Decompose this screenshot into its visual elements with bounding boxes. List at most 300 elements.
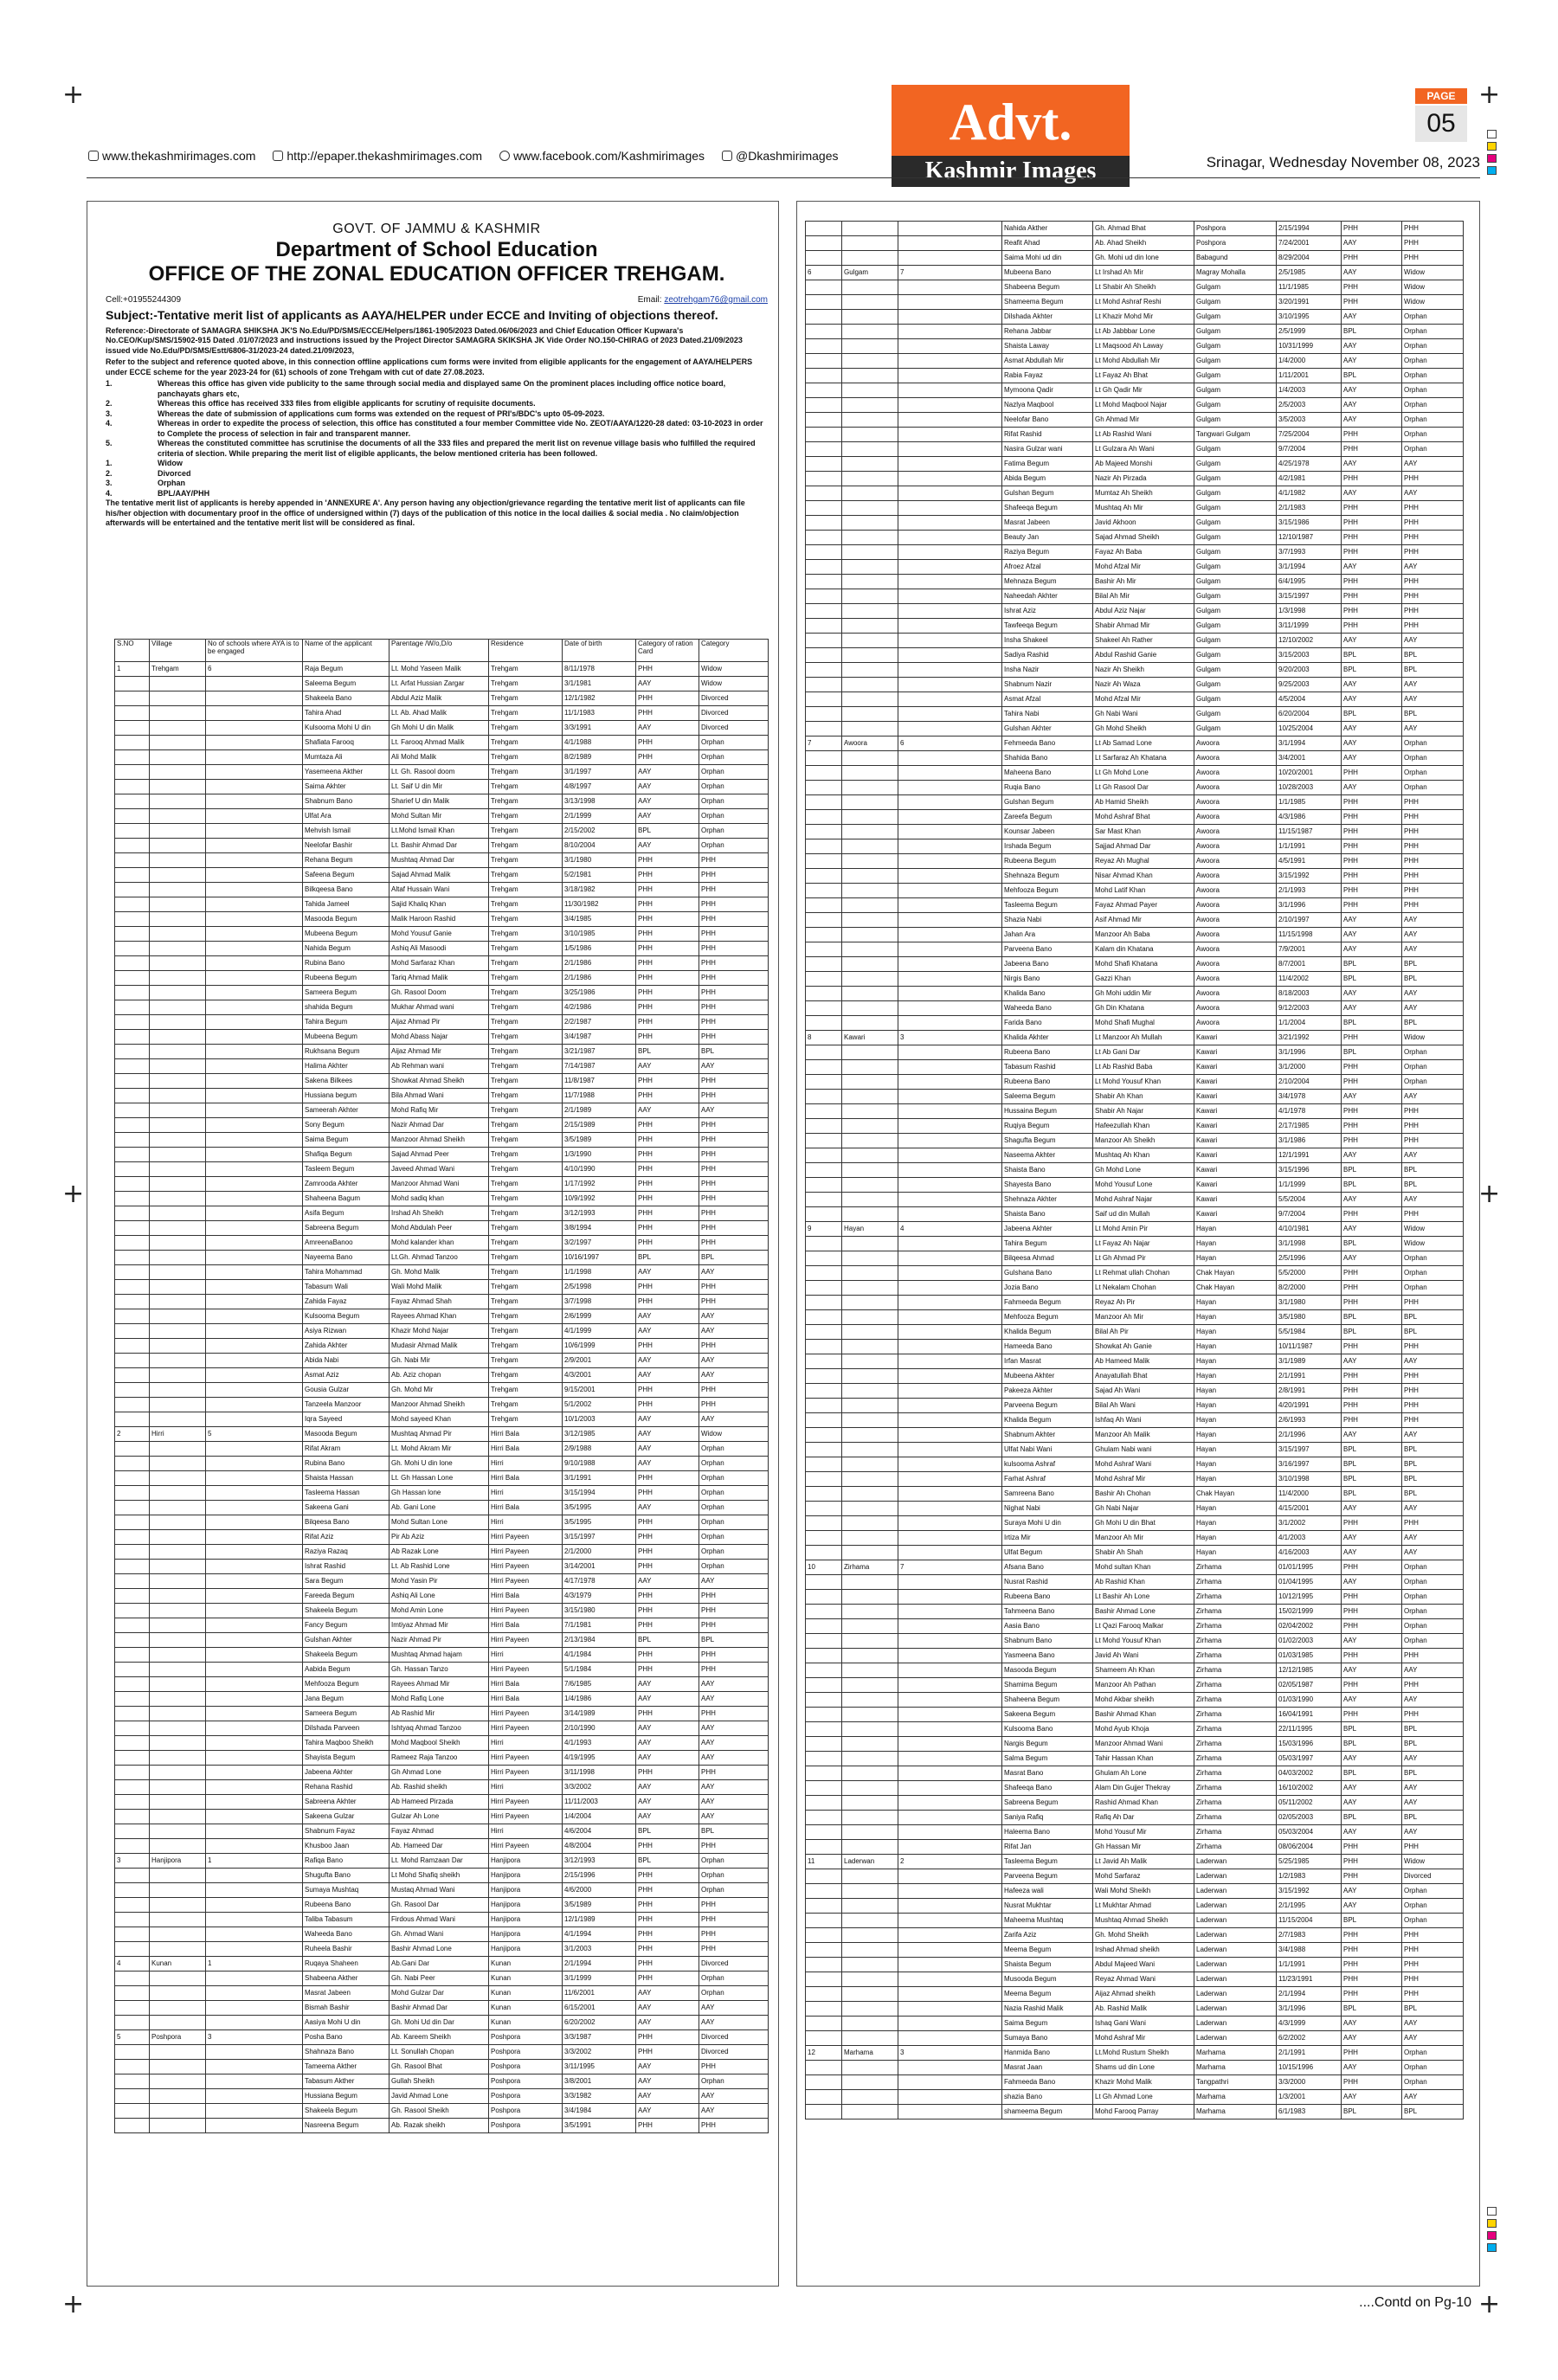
table-cell: Trehgam [150,662,206,677]
table-cell [898,1016,1002,1031]
table-cell: 3/1/2002 [1277,1516,1342,1531]
table-cell: PHH [1342,1840,1402,1855]
table-cell [150,1221,206,1236]
table-cell: Gulzar Ah Lone [390,1810,489,1824]
table-cell [898,957,1002,972]
table-cell: Ab. Gani Lone [390,1501,489,1515]
table-cell: PHH [699,912,769,927]
table-cell: Mymoona Qadir [1002,383,1093,398]
table-cell: PHH [699,1133,769,1148]
table-cell: Gulgam [1194,604,1277,619]
table-cell [150,765,206,780]
table-cell [842,604,898,619]
table-cell [206,2060,303,2074]
table-cell: PHH [636,868,699,883]
table-cell: 2/2/1987 [563,1015,636,1030]
table-cell: 2/1/1991 [1277,1369,1342,1384]
table-cell: Nirgis Bano [1002,972,1093,987]
table-cell [806,1060,842,1075]
table-cell [206,956,303,971]
table-cell [806,1472,842,1487]
table-cell: Trehgam [489,912,563,927]
table-cell: Gulgam [1194,678,1277,692]
table-cell: PHH [1402,1678,1464,1693]
table-row [115,1236,769,1251]
table-cell: Orphan [699,765,769,780]
table-cell [115,1206,150,1221]
table-cell [206,1368,303,1383]
table-cell: Saima Akhter [303,780,390,794]
table-cell: Mushtaq Ahmad Pir [390,1427,489,1442]
table-cell [115,1354,150,1368]
table-cell: 3/4/1988 [1277,1943,1342,1958]
table-cell: 4/1/1984 [563,1648,636,1663]
table-cell [898,369,1002,383]
table-cell: 3/1/1999 [563,1972,636,1986]
table-cell: AAY [1342,1899,1402,1914]
table-cell: Mohd Shafi Khatana [1093,957,1194,972]
table-cell [842,383,898,398]
table-cell: Lt Mohd Ashraf Reshi [1093,295,1194,310]
table-cell: Gulgam [1194,619,1277,634]
table-cell: 4 [115,1957,150,1972]
table-cell: 3/3/2002 [563,1780,636,1795]
table-row [115,1707,769,1721]
table-cell [806,1340,842,1354]
table-cell: Rehana Begum [303,853,390,868]
table-cell: AAY [1402,1090,1464,1104]
table-cell: Trehgam [489,1236,563,1251]
table-cell: Meema Begum [1002,1987,1093,2002]
table-cell: AAY [1342,1251,1402,1266]
table-cell [898,339,1002,354]
whereas-item [106,379,768,399]
table-cell: 2/17/1985 [1277,1119,1342,1134]
table-cell [842,1016,898,1031]
table-cell: Lt Maqsood Ah Laway [1093,339,1194,354]
table-cell: Abdul Rashid Ganie [1093,648,1194,663]
table-cell [898,383,1002,398]
table-row [115,1442,769,1457]
table-cell: PHH [1402,1104,1464,1119]
table-cell: AAY [636,1501,699,1515]
table-row [115,1839,769,1854]
table-cell: Sajjad Ahmad Dar [1093,839,1194,854]
table-cell: Shams ud din Lone [1093,2061,1194,2075]
table-cell [115,1045,150,1059]
table-cell [842,634,898,648]
table-cell: AAY [1342,560,1402,575]
table-row [115,1000,769,1015]
table-cell: Mushtaq Ahmad hajam [390,1648,489,1663]
table-cell: Widow [1402,295,1464,310]
table-cell: Neelofar Bashir [303,839,390,853]
table-cell: PHH [636,986,699,1000]
table-cell: PHH [1342,795,1402,810]
table-cell: 1 [115,662,150,677]
table-cell: 2/10/1997 [1277,913,1342,928]
table-cell: 3/1/1980 [563,853,636,868]
table-cell: Trehgam [489,721,563,736]
table-cell: 4/1/1982 [1277,486,1342,501]
table-cell: Hayan [842,1222,898,1237]
table-cell: Trehgam [489,1309,563,1324]
table-cell: Divorced [699,1957,769,1972]
table-cell [115,1221,150,1236]
table-cell [898,2031,1002,2046]
table-cell [806,1708,842,1722]
table-cell [115,1368,150,1383]
table-row [115,1663,769,1677]
table-cell: Manzoor Ah Baba [1093,928,1194,942]
table-cell [842,1045,898,1060]
table-cell: Trehgam [489,1324,563,1339]
table-cell: Sajad Ahmad Malik [390,868,489,883]
table-cell: PHH [699,2119,769,2133]
table-row [115,2060,769,2074]
table-cell: Manzoor Ah Mir [1093,1531,1194,1546]
table-cell: 11/15/1998 [1277,928,1342,942]
table-cell: Sakena Bilkees [303,1074,390,1089]
table-cell: Rabia Fayaz [1002,369,1093,383]
table-cell: Hirri Bala [489,1471,563,1486]
table-cell: Hayan [1194,1222,1277,1237]
table-cell: Hayan [1194,1310,1277,1325]
table-cell [898,1354,1002,1369]
table-cell: Shagufta Begum [1002,1134,1093,1148]
table-row [806,1296,1464,1310]
table-cell: 2/1/1993 [1277,884,1342,898]
table-row [806,1016,1464,1031]
table-cell: Poshpora [489,2030,563,2045]
table-cell [898,251,1002,266]
table-cell: Rifat Rashid [1002,428,1093,442]
table-cell: Nargis Begum [1002,1737,1093,1752]
table-cell [898,1325,1002,1340]
table-cell: PHH [636,1133,699,1148]
table-cell: Lt. Mohd Akram Mir [390,1442,489,1457]
table-cell [115,736,150,750]
table-cell: PHH [636,1766,699,1780]
table-cell: 2/1/1994 [563,1957,636,1972]
table-cell [150,912,206,927]
table-cell: Bilal Ah Pir [1093,1325,1194,1340]
table-cell: 4/1/1978 [1277,1104,1342,1119]
table-cell: AAY [1342,1001,1402,1016]
table-cell [206,1118,303,1133]
table-cell: PHH [636,2045,699,2060]
table-cell: Shabnum Fayaz [303,1824,390,1839]
table-cell: Rubeena Bano [1002,1590,1093,1605]
table-row [115,1927,769,1942]
table-row [806,2061,1464,2075]
table-cell: Orphan [1402,413,1464,428]
table-row [115,1942,769,1957]
table-cell: Meema Begum [1002,1943,1093,1958]
table-cell [206,750,303,765]
table-cell: Mubeena Begum [303,927,390,942]
table-cell: Rehana Rashid [303,1780,390,1795]
table-cell: Hayan [1194,1502,1277,1516]
table-cell: Ab Hameed Malik [1093,1354,1194,1369]
table-cell [806,795,842,810]
table-cell: Marhama [1194,2090,1277,2105]
epaper-link[interactable]: http://epaper.thekashmirimages.com [273,149,482,163]
table-cell: Zirhama [1194,1634,1277,1649]
table-cell: Fancy Begum [303,1618,390,1633]
table-cell: AAY [1342,1752,1402,1766]
table-cell: AAY [699,1265,769,1280]
table-cell [806,589,842,604]
table-cell: Mohd Ayub Khoja [1093,1722,1194,1737]
table-cell [115,1780,150,1795]
table-cell: PHH [699,1398,769,1412]
table-cell: PHH [699,1280,769,1295]
crop-mark: + [62,2289,85,2319]
table-row [806,1531,1464,1546]
table-cell: Nayeema Bano [303,1251,390,1265]
table-cell [206,1412,303,1427]
table-cell: Poshpora [489,2089,563,2104]
table-cell: PHH [1342,1060,1402,1075]
table-cell: Gh Mohi U din Bhat [1093,1516,1194,1531]
table-cell: Orphan [699,736,769,750]
table-cell: Gazzi Khan [1093,972,1194,987]
table-cell: Gulgam [842,266,898,280]
table-cell [206,1442,303,1457]
table-cell: PHH [1342,1958,1402,1972]
table-cell: Mohd Yousuf Ganie [390,927,489,942]
table-cell: AAY [636,1692,699,1707]
table-cell [150,809,206,824]
table-cell: Ashiq Ali Lone [390,1589,489,1604]
table-row [806,1766,1464,1781]
table-cell: Dilshada Akhter [1002,310,1093,325]
table-cell [150,1707,206,1721]
table-cell [806,1237,842,1251]
table-cell: 8/11/1978 [563,662,636,677]
whereas-text: Whereas the date of submission of applications cum forms was extended on the request of PRI's/BDC's upto 05-09-2023. [158,408,605,418]
table-cell: Trehgam [489,736,563,750]
table-cell [150,1148,206,1162]
table-cell [898,1752,1002,1766]
table-cell: Kawari [1194,1119,1277,1134]
table-cell: Lt. Bashir Ahmad Dar [390,839,489,853]
table-cell: Kawari [1194,1163,1277,1178]
table-cell [115,824,150,839]
table-cell: AAY [1402,560,1464,575]
table-cell: Kunan [489,1972,563,1986]
table-cell: Raja Begum [303,662,390,677]
column-header: Name of the applicant [303,640,390,662]
table-cell: Ab Rehman wani [390,1059,489,1074]
table-cell: Poshpora [489,2104,563,2119]
table-row [115,2045,769,2060]
table-cell [898,795,1002,810]
table-cell: 3/1/2000 [1277,1060,1342,1075]
x-link[interactable]: @Dkashmirimages [722,149,838,163]
table-row [806,1207,1464,1222]
table-cell: Zirhama [1194,1575,1277,1590]
table-cell: Saima Begum [1002,2017,1093,2031]
table-cell [806,575,842,589]
table-cell: 9/25/2003 [1277,678,1342,692]
table-cell: AAY [1342,692,1402,707]
table-cell: Ulfat Begum [1002,1546,1093,1560]
table-cell: BPL [1402,663,1464,678]
table-cell: Mukhar Ahmad wani [390,1000,489,1015]
table-cell: PHH [699,927,769,942]
table-cell: Shafeeqa Begum [1002,501,1093,516]
table-cell: 2/5/1999 [1277,325,1342,339]
table-cell: Rafiqa Bano [303,1854,390,1869]
table-cell [150,1236,206,1251]
table-cell: Mohd Ashraf Mir [1093,2031,1194,2046]
table-cell [206,1177,303,1192]
table-cell [842,1060,898,1075]
table-cell: 11/1/1983 [563,706,636,721]
table-row [806,442,1464,457]
table-row [806,1354,1464,1369]
website-link[interactable]: www.thekashmirimages.com [88,149,255,163]
table-cell: AAY [1402,1781,1464,1796]
table-cell: Aasia Bano [1002,1619,1093,1634]
table-row [115,1898,769,1913]
table-cell: Kawari [1194,1060,1277,1075]
table-cell: Asiya Rizwan [303,1324,390,1339]
table-cell: Awoora [1194,898,1277,913]
table-cell: 2/1/1986 [563,956,636,971]
table-cell: 4/10/1990 [563,1162,636,1177]
table-cell: 10/6/1999 [563,1339,636,1354]
table-cell: Bashir Ahmad Dar [390,2001,489,2016]
table-cell: BPL [1402,1737,1464,1752]
table-cell: 10/1/2003 [563,1412,636,1427]
table-cell: Ishtyaq Ahmad Tanzoo [390,1721,489,1736]
table-cell: Naheedah Akhter [1002,589,1093,604]
table-cell: Lt Manzoor Ah Mullah [1093,1031,1194,1045]
table-cell: Lt. Ab Rashid Lone [390,1560,489,1574]
table-cell: Tanzeela Manzoor [303,1398,390,1412]
table-cell [898,1134,1002,1148]
table-cell [806,339,842,354]
table-cell: Orphan [1402,2046,1464,2061]
table-cell: Zirhama [1194,1825,1277,1840]
table-row [806,663,1464,678]
table-cell: Hanjipora [489,1883,563,1898]
table-row [115,1721,769,1736]
facebook-link[interactable]: www.facebook.com/Kashmirimages [499,149,705,163]
table-cell: Mehfooza Begum [1002,1310,1093,1325]
facebook-icon [499,151,510,161]
table-cell [206,1486,303,1501]
table-cell: AAY [1342,1825,1402,1840]
table-cell: Hirri Bala [489,1427,563,1442]
table-cell: Sajad Ahmad Sheikh [1093,531,1194,545]
table-row [806,1281,1464,1296]
table-cell: Beauty Jan [1002,531,1093,545]
table-cell: Lt. Farooq Ahmad Malik [390,736,489,750]
table-cell: Ruqia Bano [1002,781,1093,795]
table-cell: Sumaya Mushtaq [303,1883,390,1898]
table-cell: Gulgam [1194,486,1277,501]
table-cell [150,956,206,971]
table-cell: Laderwan [1194,1855,1277,1869]
table-cell: Kawari [1194,1031,1277,1045]
table-cell: 7/6/1985 [563,1677,636,1692]
table-cell: Maheena Bano [1002,766,1093,781]
table-cell [842,913,898,928]
table-cell: AAY [1402,2017,1464,2031]
table-cell: Mohd Ashraf Najar [1093,1193,1194,1207]
table-cell: Mehfooza Begum [303,1677,390,1692]
table-cell: Gh. Ahmad Wani [390,1927,489,1942]
table-cell [206,1839,303,1854]
table-cell: PHH [1342,251,1402,266]
table-cell: Mehvish Ismail [303,824,390,839]
table-cell: Tahira Maqboo Sheikh [303,1736,390,1751]
table-cell: 8/18/2003 [1277,987,1342,1001]
table-cell: Tawfeeqa Begum [1002,619,1093,634]
table-cell [115,1000,150,1015]
table-row [115,1089,769,1103]
table-cell [806,1502,842,1516]
table-row [115,1824,769,1839]
table-cell: 05/03/2004 [1277,1825,1342,1840]
table-cell: Shazia Nabi [1002,913,1093,928]
table-cell: Awoora [1194,972,1277,987]
table-cell: Orphan [699,1515,769,1530]
table-cell [806,972,842,987]
table-cell [150,1574,206,1589]
table-cell [898,1443,1002,1457]
table-cell: Nasira Gulzar wani [1002,442,1093,457]
table-cell: PHH [1342,1413,1402,1428]
table-cell: Shakeela Begum [303,2104,390,2119]
table-cell: Orphan [1402,2075,1464,2090]
table-cell: 10/31/1999 [1277,339,1342,354]
table-cell: Gulshan Akhter [303,1633,390,1648]
table-cell: Awoora [1194,781,1277,795]
table-cell: 3/1/1996 [1277,898,1342,913]
email-link[interactable]: zeotrehgam76@gmail.com [664,295,768,305]
table-cell: AAY [636,1780,699,1795]
table-cell: Shakeela Begum [303,1604,390,1618]
table-cell [842,457,898,472]
table-cell: BPL [1402,1178,1464,1193]
table-cell: Shaheena Begum [1002,1693,1093,1708]
table-cell: PHH [1342,1649,1402,1663]
table-cell [842,1634,898,1649]
table-cell: Shakeela Begum [303,1648,390,1663]
table-row [806,1605,1464,1619]
table-cell: BPL [636,1854,699,1869]
table-cell: Yasmeena Bano [1002,1649,1093,1663]
table-cell: Jabeena Akhter [303,1766,390,1780]
table-row [115,1045,769,1059]
table-cell [842,1546,898,1560]
table-cell: Hayan [1194,1457,1277,1472]
table-row [806,1237,1464,1251]
table-cell: AAY [636,1265,699,1280]
table-cell [842,1325,898,1340]
table-cell: 3/14/1989 [563,1707,636,1721]
table-cell [806,1016,842,1031]
table-cell: PHH [636,1177,699,1192]
table-cell [150,2074,206,2089]
table-cell [806,1752,842,1766]
table-cell: PHH [1342,516,1402,531]
